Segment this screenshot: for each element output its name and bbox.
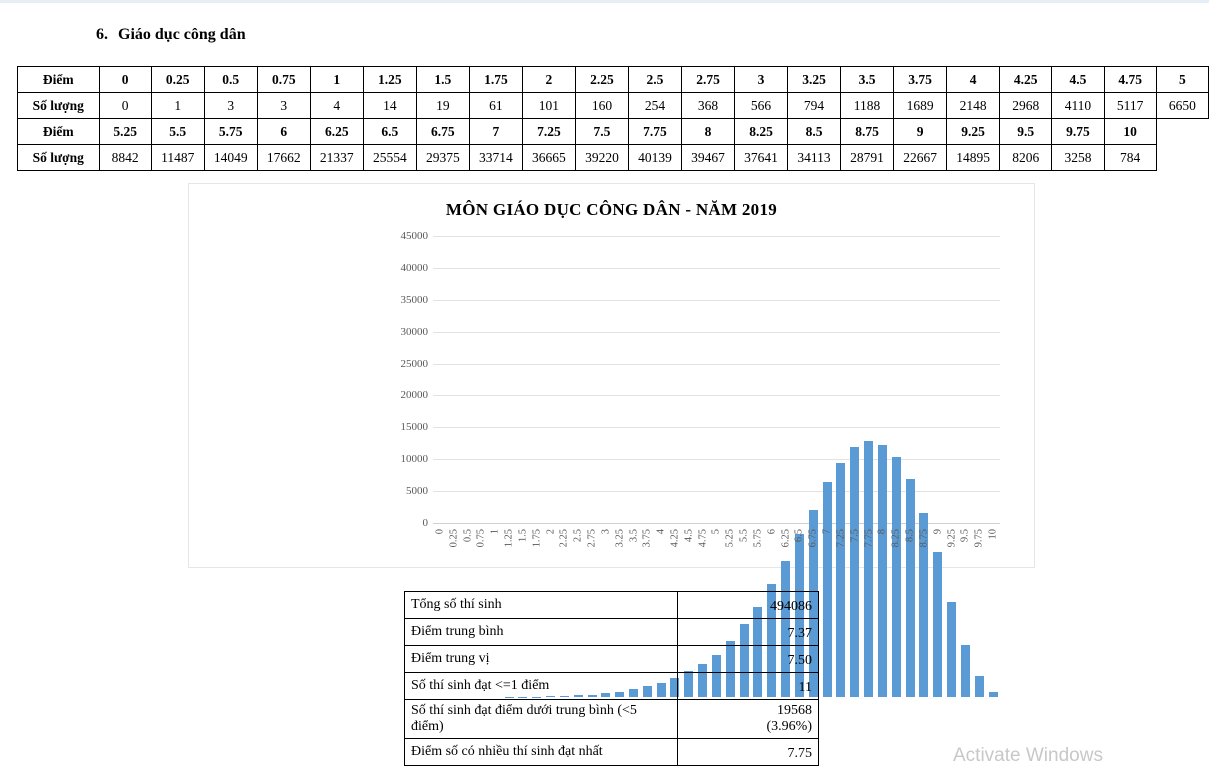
x-axis-tick-label: 6.75 [808, 529, 819, 547]
section-number: 6. [96, 26, 108, 43]
x-axis-tick-label: 0.25 [448, 529, 459, 547]
count-cell: 8206 [1000, 145, 1052, 171]
x-axis-tick-label: 3.25 [614, 529, 625, 547]
summary-label: Số thí sinh đạt <=1 điểm [405, 673, 678, 700]
x-axis-tick-label: 2.25 [559, 529, 570, 547]
count-cell: 14895 [947, 145, 1000, 171]
gridline [433, 236, 1000, 237]
bar[interactable] [975, 676, 984, 697]
chart-panel [188, 183, 1035, 568]
x-axis-tick-label: 8 [877, 529, 888, 534]
summary-label: Số thí sinh đạt điểm dưới trung bình (<5 điểm) [405, 700, 678, 739]
summary-row [405, 619, 819, 646]
count-cell: 39220 [575, 145, 628, 171]
y-axis-tick-label: 20000 [368, 389, 428, 401]
score-cell: 4 [947, 67, 1000, 93]
section-title-text: Giáo dục công dân [118, 26, 246, 43]
summary-statistics-table [404, 591, 819, 766]
score-cell: 6.25 [310, 119, 363, 145]
x-axis-tick-label: 1.75 [531, 529, 542, 547]
x-axis-tick [958, 525, 972, 585]
count-cell: 2968 [1000, 93, 1052, 119]
x-axis-tick [737, 525, 751, 585]
activate-windows-watermark: Activate Windows [953, 745, 1103, 767]
summary-row [405, 700, 819, 739]
score-cell: 9.25 [947, 119, 1000, 145]
y-axis-tick-label: 35000 [368, 294, 428, 306]
bar[interactable] [989, 692, 998, 697]
summary-row [405, 646, 819, 673]
score-cell: 7 [469, 119, 522, 145]
x-axis-tick [668, 525, 682, 585]
y-axis-tick-label: 40000 [368, 262, 428, 274]
count-cell: 2148 [947, 93, 1000, 119]
summary-row [405, 673, 819, 700]
count-cell: 4 [310, 93, 363, 119]
score-cell: 4.75 [1104, 67, 1156, 93]
score-cell: 8.5 [788, 119, 841, 145]
count-cell: 1689 [894, 93, 947, 119]
score-cell: 4.5 [1052, 67, 1104, 93]
score-cell: 0.25 [151, 67, 204, 93]
x-axis-tick-label: 2.75 [587, 529, 598, 547]
score-cell: 6.5 [363, 119, 416, 145]
count-cell: 4110 [1052, 93, 1104, 119]
x-axis-tick [461, 525, 475, 585]
x-axis-tick [903, 525, 917, 585]
count-cell: 28791 [841, 145, 894, 171]
x-axis-tick-label: 1 [490, 529, 501, 534]
x-axis-tick [585, 525, 599, 585]
x-axis-tick-label: 8.75 [918, 529, 929, 547]
score-cell: 2.75 [681, 67, 734, 93]
x-axis-tick [972, 525, 986, 585]
score-cell: 3 [735, 67, 788, 93]
score-cell: 4.25 [1000, 67, 1052, 93]
bar[interactable] [823, 482, 832, 697]
score-cell: 5.75 [204, 119, 257, 145]
page-title [96, 26, 246, 44]
count-cell: 25554 [363, 145, 416, 171]
x-axis-tick-label: 5.25 [725, 529, 736, 547]
x-axis-labels [433, 525, 1000, 585]
x-axis-tick-label: 8.5 [905, 529, 916, 542]
score-cell: 5.25 [99, 119, 151, 145]
x-axis-tick-label: 7.75 [863, 529, 874, 547]
count-cell: 61 [469, 93, 522, 119]
x-axis-tick-label: 2 [545, 529, 556, 534]
summary-value: 11 [678, 673, 819, 700]
score-cell: 6 [257, 119, 310, 145]
x-axis-tick-label: 3.5 [628, 529, 639, 542]
score-cell: 7.75 [628, 119, 681, 145]
count-cell: 3 [204, 93, 257, 119]
y-axis-tick-label: 25000 [368, 358, 428, 370]
x-axis-tick [723, 525, 737, 585]
summary-label: Tổng số thí sinh [405, 592, 678, 619]
x-axis-tick-label: 4.75 [697, 529, 708, 547]
score-cell: 8 [681, 119, 734, 145]
x-axis-tick-label: 9.25 [946, 529, 957, 547]
x-axis-tick-label: 5.75 [752, 529, 763, 547]
count-cell: 37641 [735, 145, 788, 171]
summary-row [405, 739, 819, 766]
score-cell: 3.5 [841, 67, 894, 93]
count-cell: 19 [416, 93, 469, 119]
x-axis-tick-label: 9.5 [960, 529, 971, 542]
x-axis-tick [876, 525, 890, 585]
x-axis-tick [627, 525, 641, 585]
x-axis-tick [640, 525, 654, 585]
x-axis-tick-label: 5.5 [739, 529, 750, 542]
x-axis-tick-label: 9.75 [974, 529, 985, 547]
row-header: Số lượng [18, 93, 100, 119]
x-axis-tick [889, 525, 903, 585]
score-cell: 2.5 [628, 67, 681, 93]
count-cell: 1188 [841, 93, 894, 119]
x-axis-tick [793, 525, 807, 585]
count-cell: 3 [257, 93, 310, 119]
summary-value: 7.50 [678, 646, 819, 673]
x-axis-tick-label: 1.5 [517, 529, 528, 542]
summary-table [404, 591, 819, 766]
x-axis-tick [544, 525, 558, 585]
x-axis-tick-label: 4.25 [669, 529, 680, 547]
row-header: Điểm [18, 67, 100, 93]
score-cell: 9.75 [1052, 119, 1104, 145]
x-axis-tick-label: 4.5 [683, 529, 694, 542]
x-axis-tick [806, 525, 820, 585]
score-cell: 1 [310, 67, 363, 93]
row-header: Điểm [18, 119, 100, 145]
score-cell: 1.5 [416, 67, 469, 93]
summary-label: Điểm trung vị [405, 646, 678, 673]
x-axis-tick [516, 525, 530, 585]
table-row [18, 119, 1209, 145]
count-cell: 5117 [1104, 93, 1156, 119]
score-cell: 3.25 [788, 67, 841, 93]
count-cell: 254 [628, 93, 681, 119]
count-cell: 21337 [310, 145, 363, 171]
y-axis-tick-label: 0 [368, 517, 428, 529]
bar[interactable] [947, 602, 956, 697]
table-row [18, 145, 1209, 171]
x-axis-tick [779, 525, 793, 585]
x-axis-tick-label: 0.75 [476, 529, 487, 547]
count-cell: 33714 [469, 145, 522, 171]
x-axis-tick-label: 10 [988, 529, 999, 540]
count-cell: 39467 [681, 145, 734, 171]
score-cell: 2 [522, 67, 575, 93]
summary-value: 494086 [678, 592, 819, 619]
score-cell: 3.75 [894, 67, 947, 93]
x-axis-tick [447, 525, 461, 585]
summary-label: Điểm trung bình [405, 619, 678, 646]
x-axis-tick-label: 0.5 [462, 529, 473, 542]
x-axis-tick [696, 525, 710, 585]
score-cell: 9.5 [1000, 119, 1052, 145]
gridline [433, 364, 1000, 365]
count-cell: 6650 [1156, 93, 1208, 119]
table-row [18, 67, 1209, 93]
y-axis-tick-label: 10000 [368, 453, 428, 465]
count-cell: 36665 [522, 145, 575, 171]
table-row [18, 93, 1209, 119]
chart-title: MÔN GIÁO DỤC CÔNG DÂN - NĂM 2019 [189, 200, 1034, 220]
bar[interactable] [961, 645, 970, 697]
x-axis-tick-label: 6 [766, 529, 777, 534]
x-axis-tick [820, 525, 834, 585]
row-header: Số lượng [18, 145, 100, 171]
x-axis-tick-label: 6.25 [780, 529, 791, 547]
score-cell: 8.25 [735, 119, 788, 145]
count-cell: 101 [522, 93, 575, 119]
score-cell: 6.75 [416, 119, 469, 145]
x-axis-tick-label: 2.5 [573, 529, 584, 542]
score-cell: 0 [99, 67, 151, 93]
x-axis-tick [502, 525, 516, 585]
count-cell: 368 [681, 93, 734, 119]
x-axis-tick-label: 5 [711, 529, 722, 534]
x-axis-tick [945, 525, 959, 585]
x-axis-tick-label: 0 [434, 529, 445, 534]
score-cell: 10 [1104, 119, 1156, 145]
score-cell: 5 [1156, 67, 1208, 93]
score-table [17, 66, 1209, 171]
summary-value: 7.37 [678, 619, 819, 646]
x-axis-tick [599, 525, 613, 585]
summary-value: 19568 (3.96%) [678, 700, 819, 739]
count-cell: 14 [363, 93, 416, 119]
x-axis-tick [862, 525, 876, 585]
score-distribution-table [17, 66, 1209, 171]
count-cell: 784 [1104, 145, 1156, 171]
score-cell: 0.5 [204, 67, 257, 93]
count-cell: 22667 [894, 145, 947, 171]
spacer-cell [1156, 119, 1208, 145]
score-cell: 0.75 [257, 67, 310, 93]
count-cell: 1 [151, 93, 204, 119]
gridline [433, 300, 1000, 301]
gridline [433, 332, 1000, 333]
count-cell: 29375 [416, 145, 469, 171]
y-axis-tick-label: 45000 [368, 230, 428, 242]
summary-label: Điểm số có nhiều thí sinh đạt nhất [405, 739, 678, 766]
count-cell: 11487 [151, 145, 204, 171]
count-cell: 3258 [1052, 145, 1104, 171]
score-cell: 7.5 [575, 119, 628, 145]
y-axis-tick-label: 15000 [368, 421, 428, 433]
x-axis-tick [488, 525, 502, 585]
x-axis-tick [765, 525, 779, 585]
count-cell: 794 [788, 93, 841, 119]
x-axis-tick-label: 7.5 [849, 529, 860, 542]
count-cell: 40139 [628, 145, 681, 171]
x-axis-tick [986, 525, 1000, 585]
gridline [433, 395, 1000, 396]
count-cell: 34113 [788, 145, 841, 171]
x-axis-tick [751, 525, 765, 585]
summary-value: 7.75 [678, 739, 819, 766]
x-axis-tick [917, 525, 931, 585]
x-axis-tick-label: 6.5 [794, 529, 805, 542]
x-axis-tick [682, 525, 696, 585]
x-axis-tick-label: 3.75 [642, 529, 653, 547]
x-axis-tick-label: 1.25 [504, 529, 515, 547]
bar[interactable] [906, 479, 915, 697]
x-axis-tick-label: 7.25 [835, 529, 846, 547]
score-cell: 9 [894, 119, 947, 145]
x-axis-tick [931, 525, 945, 585]
count-cell: 0 [99, 93, 151, 119]
x-axis-tick-label: 3 [600, 529, 611, 534]
score-cell: 1.25 [363, 67, 416, 93]
gridline [433, 268, 1000, 269]
spacer-cell [1156, 145, 1208, 171]
x-axis-tick [571, 525, 585, 585]
x-axis-tick [834, 525, 848, 585]
score-cell: 7.25 [522, 119, 575, 145]
score-cell: 2.25 [575, 67, 628, 93]
count-cell: 566 [735, 93, 788, 119]
x-axis-tick [530, 525, 544, 585]
x-axis-tick [654, 525, 668, 585]
x-axis-tick [613, 525, 627, 585]
x-axis-tick [433, 525, 447, 585]
x-axis-tick [474, 525, 488, 585]
count-cell: 17662 [257, 145, 310, 171]
x-axis-tick [710, 525, 724, 585]
top-decorative-rule [0, 0, 1209, 3]
count-cell: 8842 [99, 145, 151, 171]
count-cell: 160 [575, 93, 628, 119]
x-axis-tick-label: 7 [822, 529, 833, 534]
count-cell: 14049 [204, 145, 257, 171]
score-cell: 1.75 [469, 67, 522, 93]
y-axis-tick-label: 5000 [368, 485, 428, 497]
x-axis-tick-label: 9 [932, 529, 943, 534]
x-axis-tick-label: 8.25 [891, 529, 902, 547]
x-axis-tick [848, 525, 862, 585]
score-cell: 5.5 [151, 119, 204, 145]
y-axis-tick-label: 30000 [368, 326, 428, 338]
score-cell: 8.75 [841, 119, 894, 145]
summary-row [405, 592, 819, 619]
x-axis-tick [557, 525, 571, 585]
x-axis-tick-label: 4 [656, 529, 667, 534]
